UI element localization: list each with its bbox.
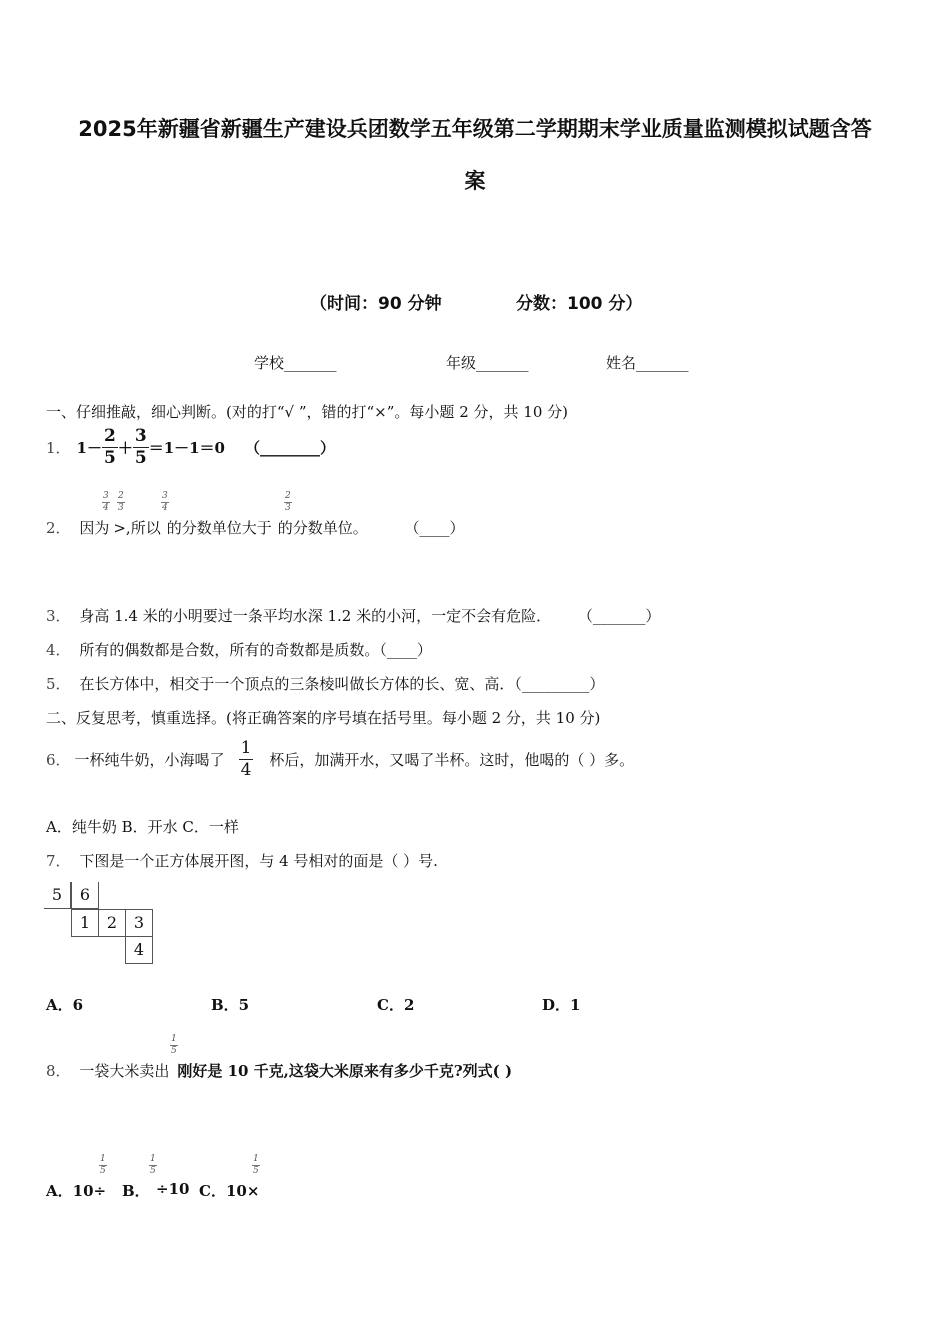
question-8 [46, 1060, 512, 1081]
denominator: 4 [162, 503, 168, 513]
question-7 [46, 850, 438, 871]
q7-option-d: D．1 [542, 996, 581, 1014]
question-4 [46, 639, 432, 660]
question-number: 1． [46, 438, 71, 457]
q8-option-c-fraction [252, 1155, 260, 1176]
numerator: 2 [285, 491, 291, 501]
q8-option-a-fraction [99, 1155, 107, 1176]
q8-fraction [170, 1035, 178, 1056]
numerator: 3 [103, 491, 109, 501]
question-number: 4． [46, 641, 71, 659]
question-number: 3． [46, 607, 71, 625]
q6-text-a: 一杯纯牛奶，小海喝了 [74, 750, 225, 769]
section-2-heading: 二、反复思考，慎重选择。(将正确答案的序号填在括号里。每小题 2 分，共 10 分) [46, 709, 601, 727]
denominator: 4 [240, 759, 252, 780]
denominator: 3 [118, 503, 124, 513]
exam-score: 分数：100 分） [516, 294, 643, 314]
q6-text-b: 杯后，加满开水，又喝了半杯。这时，他喝的（ ）多。 [269, 750, 635, 769]
net-face-1: 1 [71, 909, 99, 937]
q1-tail: ＝1－1＝0 [148, 438, 225, 457]
question-number: 7． [46, 852, 71, 870]
q6-options: A．纯牛奶 B．开水 C．一样 [46, 818, 239, 836]
net-face-5: 5 [44, 882, 71, 909]
school-field: 学校_______ [254, 354, 337, 372]
q8-option-b-fraction [149, 1155, 157, 1176]
question-number: 2． [46, 519, 71, 537]
question-1 [46, 422, 335, 472]
net-face-6: 6 [71, 882, 99, 909]
q1-plus: ＋ [117, 438, 133, 457]
question-number: 6． [46, 750, 71, 769]
question-5 [46, 673, 604, 694]
numerator: 1 [240, 737, 252, 758]
net-face-4: 4 [125, 936, 153, 964]
numerator: 3 [162, 491, 168, 501]
numerator: 1 [253, 1154, 259, 1164]
q7-option-a: A．6 [46, 996, 84, 1014]
q2-fraction-d [284, 492, 292, 513]
denominator: 5 [103, 447, 116, 468]
q7-option-c: C．2 [377, 996, 415, 1014]
q2-fraction-a [102, 492, 110, 513]
name-field: 姓名_______ [606, 354, 689, 372]
denominator: 5 [100, 1166, 106, 1176]
q2-text-d: 的分数单位大于 [166, 519, 272, 537]
denominator: 5 [150, 1166, 156, 1176]
numerator: 1 [150, 1154, 156, 1164]
q4-text: 所有的偶数都是合数，所有的奇数都是质数。（____） [79, 641, 432, 659]
q8-option-c: C．10× [199, 1182, 260, 1200]
denominator: 4 [103, 503, 109, 513]
q1-lead: 1－ [76, 438, 102, 457]
q2-text-b: > [113, 519, 126, 537]
q2-fraction-c [161, 492, 169, 513]
net-face-3: 3 [125, 909, 153, 937]
numerator: 2 [118, 491, 124, 501]
page-title-continued: 案 [464, 169, 486, 193]
denominator: 5 [253, 1166, 259, 1176]
q8-text-b: 刚好是 10 千克,这袋大米原来有多少千克?列式( ) [177, 1062, 513, 1080]
denominator: 3 [285, 503, 291, 513]
numerator: 3 [134, 425, 147, 446]
q6-fraction [239, 737, 254, 780]
q2-text-e: 的分数单位。 [277, 519, 368, 537]
answer-blank[interactable]: （____） [404, 519, 465, 537]
question-2 [46, 517, 465, 538]
section-1-heading: 一、仔细推敲，细心判断。(对的打“√ ”，错的打“×”。每小题 2 分，共 10 分) [46, 403, 568, 421]
q1-fraction-1 [102, 425, 118, 468]
q3-text: 身高 1.4 米的小明要过一条平均水深 1.2 米的小河，一定不会有危险． [79, 607, 552, 625]
q7-text: 下图是一个正方体展开图，与 4 号相对的面是（ ）号. [79, 852, 438, 870]
q8-option-b: B． [122, 1182, 150, 1200]
q5-text: 在长方体中，相交于一个顶点的三条棱叫做长方体的长、宽、高．（_________） [79, 675, 605, 693]
page-title: 2025年新疆省新疆生产建设兵团数学五年级第二学期期末学业质量监测模拟试题含答 [78, 117, 872, 141]
q8-text-a: 一袋大米卖出 [79, 1062, 170, 1080]
exam-time: （时间：90 分钟 [310, 294, 442, 314]
question-3 [46, 605, 660, 626]
denominator: 5 [134, 447, 147, 468]
q8-option-b-tail: ÷10 [156, 1180, 190, 1198]
question-number: 8． [46, 1062, 71, 1080]
question-number: 5． [46, 675, 71, 693]
denominator: 5 [171, 1046, 177, 1056]
q2-fraction-b [117, 492, 125, 513]
grade-field: 年级_______ [446, 354, 529, 372]
q1-fraction-2 [133, 425, 149, 468]
question-6 [46, 734, 634, 784]
q2-text-a: 因为 [79, 519, 110, 537]
answer-blank[interactable]: （_______） [577, 607, 661, 625]
q2-text-c: ,所以 [125, 519, 161, 537]
numerator: 2 [103, 425, 116, 446]
numerator: 1 [171, 1034, 177, 1044]
cube-net-figure [44, 882, 156, 964]
q7-option-b: B．5 [211, 996, 250, 1014]
q8-option-a: A．10÷ [46, 1182, 107, 1200]
answer-blank[interactable]: （________） [245, 438, 336, 457]
net-face-2: 2 [98, 909, 126, 937]
numerator: 1 [100, 1154, 106, 1164]
